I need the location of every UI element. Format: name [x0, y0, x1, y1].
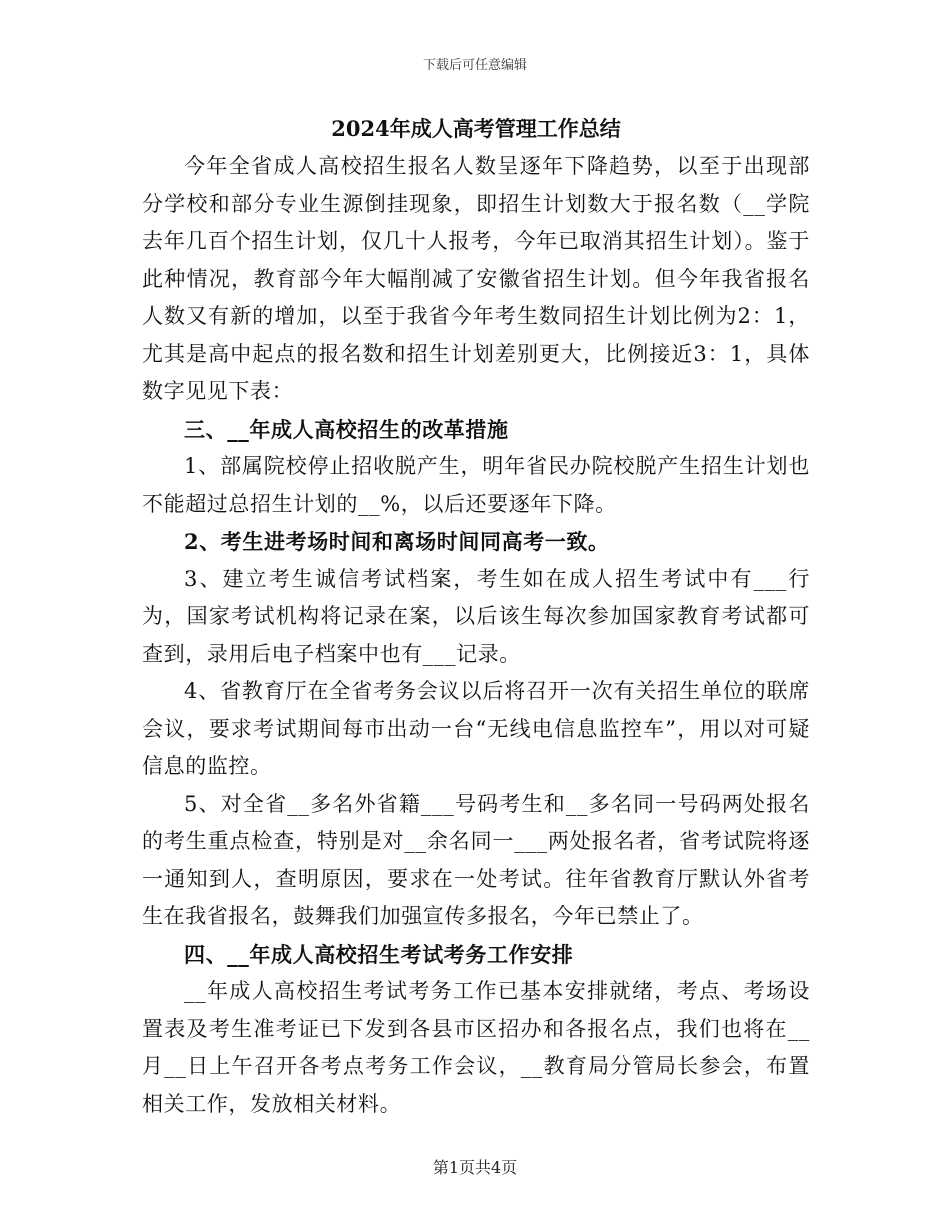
paragraph-exam-affairs: __年成人高校招生考试考务工作已基本安排就绪，考点、考场设置表及考生准考证已下发到各县市区招办和各报名点，我们也将在__月__日上午召开各考点考务工作会议，__教育局分管局长参会，布置相关工作，发放相关材料。: [142, 979, 810, 1116]
page-number: 第1页共4页: [432, 1158, 518, 1177]
document-title: 2024年成人高考管理工作总结: [331, 116, 621, 141]
paragraph-item-1: 1、部属院校停止招收脱产生，明年省民办院校脱产生招生计划也不能超过总招生计划的__%，以后还要逐年下降。: [142, 454, 810, 516]
paragraph-intro: 今年全省成人高校招生报名人数呈逐年下降趋势，以至于出现部分学校和部分专业生源倒挂现象，即招生计划数大于报名数（__学院去年几百个招生计划，仅几十人报考，今年已取消其招生计划）。鉴于此种情况，教育部今年大幅削减了安徽省招生计划。但今年我省报名人数又有新的增加，以至于我省今年考生数同招生计划比例为2：1，尤其是高中起点的报名数和招生计划差别更大，比例接近3：1，具体数字见见下表：: [142, 154, 810, 403]
paragraph-item-3: 3、建立考生诚信考试档案，考生如在成人招生考试中有___行为，国家考试机构将记录在案，以后该生每次参加国家教育考试都可查到，录用后电子档案中也有___记录。: [142, 566, 810, 666]
download-note: 下载后可任意编辑: [422, 58, 527, 73]
section-heading-exam-affairs: 四、__年成人高校招生考试考务工作安排: [184, 941, 574, 967]
paragraph-item-4: 4、省教育厅在全省考务会议以后将召开一次有关招生单位的联席会议，要求考试期间每市出动一台“无线电信息监控车”，用以对可疑信息的监控。: [142, 679, 810, 778]
paragraph-item-2: 2、考生进考场时间和离场时间同高考一致。: [184, 529, 610, 554]
document-body: [142, 112, 810, 1123]
section-heading-reform: 三、__年成人高校招生的改革措施: [184, 416, 509, 442]
paragraph-item-5: 5、对全省__多名外省籍___号码考生和__多名同一号码两处报名的考生重点检查，特别是对__余名同一___两处报名者，省考试院将逐一通知到人，查明原因，要求在一处考试。往年省教育厅默认外省考生在我省报名，鼓舞我们加强宣传多报名，今年已禁止了。: [142, 791, 810, 928]
